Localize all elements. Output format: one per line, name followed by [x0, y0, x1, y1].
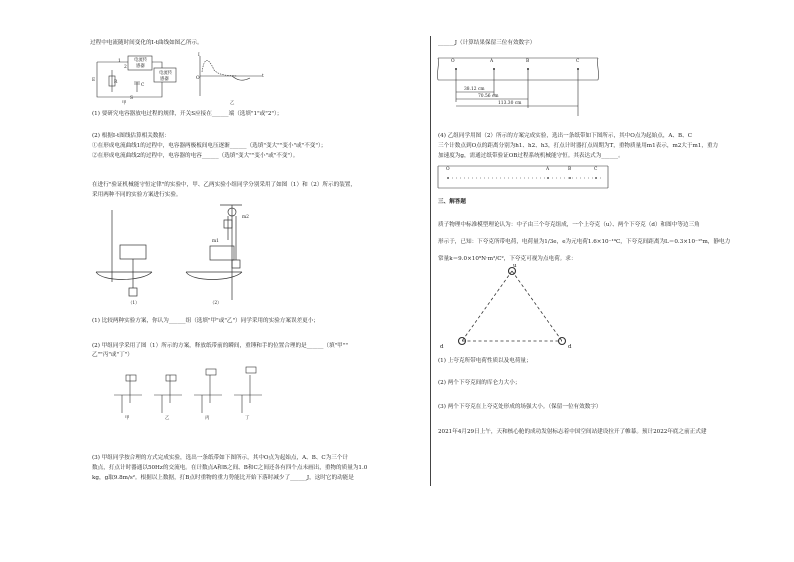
tape-point-B: B [526, 59, 530, 64]
tape-point-O: O [451, 59, 455, 64]
column-divider [430, 36, 431, 486]
tape2-point-B: B [568, 167, 572, 172]
figure-2-label: （2） [210, 301, 222, 306]
experiment-intro-2: 采用两种不同的实验方案进行实验。 [92, 192, 182, 198]
label-C: C [141, 83, 145, 88]
label-yi: 乙 [230, 101, 235, 106]
experiment-intro-1: 在进行"验证机械能守恒定律"的实验中，甲、乙两实验小组同学分别采用了如图（1）和（2）所示的装置， [92, 182, 356, 188]
quark-triangle-diagram [438, 262, 588, 352]
experiment-question-3b: 数点，打点计时器通以50Hz的交流电。在计数点A和B之间、B和C之间还各有四个点未画出，重物的质量为1.0 [92, 465, 368, 471]
panel-label-yi: 乙 [165, 416, 170, 421]
tape2-point-A: A [546, 167, 550, 172]
apparatus-figures [92, 200, 252, 310]
label-R: R [114, 80, 118, 85]
experiment-question-1: (1) 比较两种实验方案，你认为______组（选填"甲"或"乙"）同学采用的实验方案误差更小； [92, 318, 319, 324]
label-u: u [513, 263, 517, 269]
label-O: O [196, 76, 200, 81]
paper-tape-1 [438, 52, 598, 122]
section-heading: 三、解答题 [438, 199, 466, 205]
question-2b: ②在形成电流曲线2的过程中，电容器的电容______（选填"变大""变小"或"不变"）。 [92, 153, 299, 159]
requirement-3: (3) 两个下夸克在上夸克处形成的场强大小。（保留一位有效数字） [438, 404, 602, 410]
dim-OB: 70.56 cm [478, 94, 499, 99]
label-S: S [130, 96, 134, 101]
intro-text: 过程中电流随时间变化的I-t曲线如图乙所示。 [90, 40, 203, 46]
answer-continuation: ______J（计算结果保留三位有效数字） [438, 40, 536, 46]
experiment-question-2b: 乙""丙"或"丁"） [92, 352, 133, 358]
problem-text-1: 质子物理中标准模型理论认为：中子由三个夸克组成，一个上夸克（u）、两个下夸克（d）和图中等边三角 [438, 222, 700, 228]
label-m2: m2 [242, 215, 249, 220]
label-2: 2 [124, 65, 127, 70]
experiment-question-3a: (3) 甲组同学按合理的方式完成实验，选出一条纸带如下图所示，其中O点为起始点，A、B、C为三个计 [92, 455, 349, 461]
sensor-label-1b: 感器 [136, 64, 145, 69]
sensor-label-1: 电流传 [134, 58, 148, 63]
label-t: t [262, 74, 264, 79]
question-2a: ①在形成电流曲线1的过程中，电容器两极板间电压逐渐______（选填"变大""变小"或"不变"）； [92, 143, 327, 149]
question-4b: 三个计数点到O点的距离分别为h1、h2、h3，打点计时器打点周期为T，重物质量用m1表示，m2大于m1，重力 [438, 143, 719, 149]
figure-1-label: （1） [128, 301, 140, 306]
dim-OA: 38.12 cm [464, 87, 485, 92]
paper-tape-2 [438, 164, 608, 194]
question-2-head: (2) 根据I-t图线估算相关数据： [92, 133, 170, 139]
problem-text-3: 常量k＝9.0×10⁹N·m²/C²，下夸克可视为点电荷。求： [438, 256, 577, 262]
sensor-label-2b: 感器 [160, 77, 169, 82]
question-4c: 加速度为g，需通过纸带验证OB过程系统机械能守恒。其表达式为______。 [438, 153, 624, 159]
experiment-question-2a: (2) 甲组同学采用了图（1）所示的方案，释放纸带前的瞬间，重锤和手的位置合理的是______（填"甲"" [92, 343, 348, 349]
panel-label-ding: 丁 [245, 416, 250, 421]
label-d-left: d [440, 344, 444, 350]
label-jia: 甲 [122, 101, 127, 106]
label-I: I [198, 53, 200, 58]
panel-label-jia: 甲 [125, 416, 130, 421]
tape-point-C: C [576, 59, 580, 64]
question-4a: (4) 乙组同学用图（2）所示的方案完成实验，选出一条纸带如下图所示，其中O点为起始点，A、B、C [438, 133, 693, 139]
problem-text-2: 形示于，已知：下夸克所带电荷，电荷量为1/3e，e为元电荷1.6×10⁻¹⁹C，下夸克间距离为L＝0.3×10⁻¹⁵m，静电力 [438, 239, 731, 245]
tape2-point-C: C [594, 167, 598, 172]
dim-OC: 113.30 cm [498, 101, 522, 106]
label-m1: m1 [212, 239, 219, 244]
requirement-1: (1) 上夸克所带电荷性质以及电荷量； [438, 358, 532, 364]
next-problem-text: 2021年4月29日上午，天和核心舱的成功发射标志着中国空间站建设拉开了帷幕。预计2022年底之前正式建 [438, 429, 707, 435]
tape2-point-O: O [446, 167, 450, 172]
label-1: 1 [118, 59, 121, 64]
label-d-right: d [568, 344, 572, 350]
sensor-label-2: 电流传 [159, 71, 173, 76]
requirement-2: (2) 两个下夸克间的库仑力大小； [438, 380, 521, 386]
panel-label-bing: 丙 [205, 416, 210, 421]
label-E: E [92, 78, 96, 83]
tape-point-A: A [490, 59, 494, 64]
question-1: (1) 要研究电容器放电过程的规律，开关S应接在______端（选填"1"或"2"）； [92, 111, 283, 117]
hand-position-panels [112, 365, 272, 415]
experiment-question-3c: kg，g取9.8m/s²。根据以上数据，打B点时重物的重力势能比开始下落时减少了______J，这时它的动能是 [92, 475, 354, 481]
